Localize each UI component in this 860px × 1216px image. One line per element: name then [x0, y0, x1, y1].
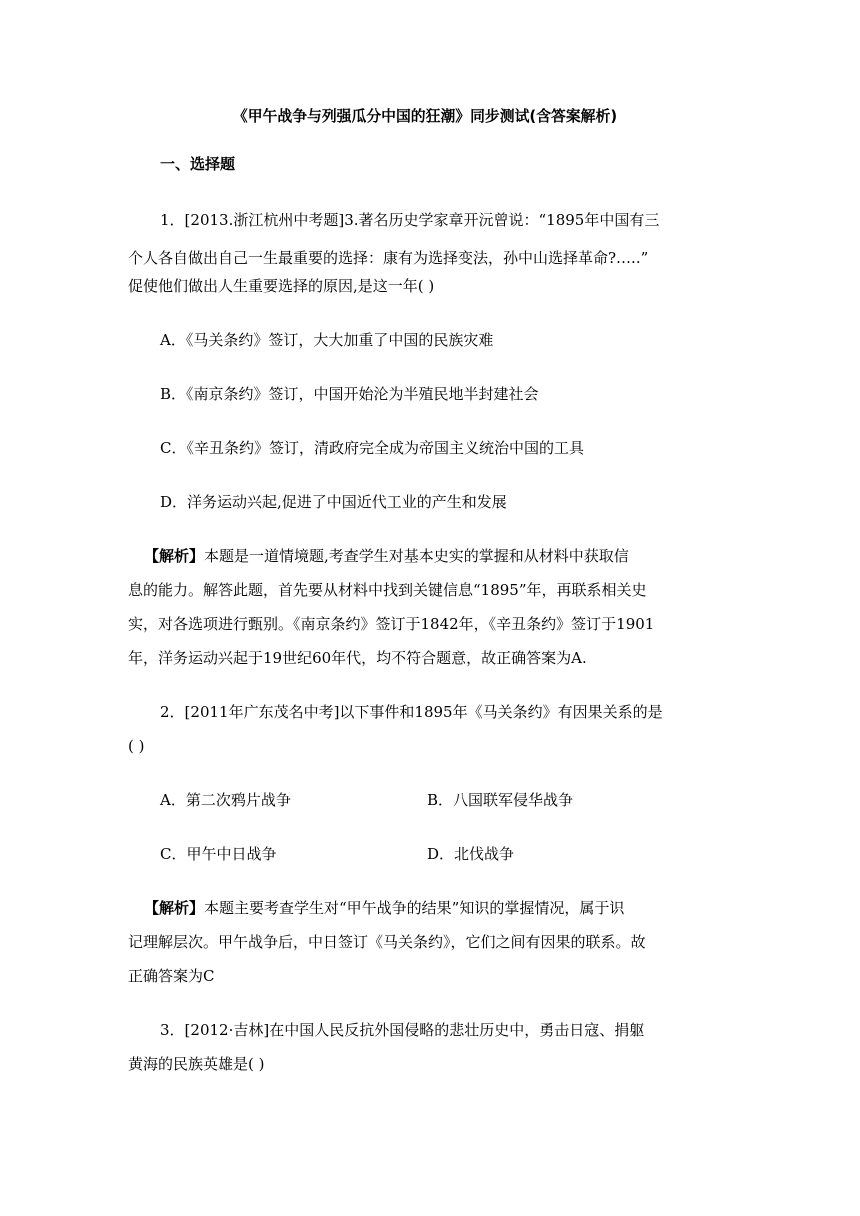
- section-heading: 一、选择题: [160, 155, 236, 173]
- question-2-option-b: B．八国联军侵华战争: [427, 791, 574, 809]
- question-1-analysis-line-2: 息的能力。解答此题，首先要从材料中找到关键信息“1895”年，再联系相关史: [128, 581, 647, 599]
- analysis-label: 【解析】: [144, 547, 205, 565]
- question-2-analysis-line-1: [144, 896, 624, 920]
- question-1-option-b: B．《南京条约》签订，中国开始沦为半殖民地半封建社会: [160, 385, 539, 403]
- question-2-option-d: D．北伐战争: [427, 845, 515, 863]
- question-1-analysis-line-1: [144, 544, 629, 568]
- question-1-option-a: A．《马关条约》签订，大大加重了中国的民族灾难: [160, 331, 494, 349]
- analysis-text: 本题主要考查学生对“甲午战争的结果”知识的掌握情况，属于识: [204, 899, 625, 917]
- question-3-line-2: 黄海的民族英雄是( ): [128, 1055, 265, 1073]
- analysis-label: 【解析】: [144, 899, 205, 917]
- question-2-line-1: 2．[2011年广东茂名中考]以下事件和1895年《马关条约》有因果关系的是: [160, 703, 663, 721]
- question-3-line-1: 3．[2012·吉林]在中国人民反抗外国侵略的悲壮历史中，勇击日寇、捐躯: [160, 1021, 645, 1039]
- question-1-analysis-line-4: 年，洋务运动兴起于19世纪60年代，均不符合题意，故正确答案为A.: [128, 649, 587, 667]
- question-1-analysis-line-3: 实，对各选项进行甄别。《南京条约》签订于1842年，《辛丑条约》签订于1901: [128, 615, 655, 633]
- document-title: 《甲午战争与列强瓜分中国的狂潮》同步测试(含答案解析): [232, 107, 618, 125]
- question-2-line-2: ( ): [128, 737, 145, 755]
- analysis-text: 本题是一道情境题,考查学生对基本史实的掌握和从材料中获取信: [204, 547, 629, 565]
- question-2-option-a: A．第二次鸦片战争: [160, 791, 291, 809]
- question-1-line-2: 个人各自做出自己一生最重要的选择：康有为选择变法，孙中山选择革命?…..”: [128, 249, 649, 267]
- question-1-option-c: C．《辛丑条约》签订，清政府完全成为帝国主义统治中国的工具: [160, 439, 584, 457]
- question-1-line-3: 促使他们做出人生重要选择的原因,是这一年( ): [128, 277, 435, 295]
- question-2-option-c: C．甲午中日战争: [160, 845, 277, 863]
- question-2-analysis-line-3: 正确答案为C: [128, 967, 215, 985]
- question-1-option-d: D．洋务运动兴起,促进了中国近代工业的产生和发展: [160, 493, 507, 511]
- question-2-analysis-line-2: 记理解层次。甲午战争后，中日签订《马关条约》，它们之间有因果的联系。故: [128, 933, 646, 951]
- question-1-line-1: 1．[2013.浙江杭州中考题]3.著名历史学家章开沅曾说：“1895年中国有三: [160, 211, 660, 229]
